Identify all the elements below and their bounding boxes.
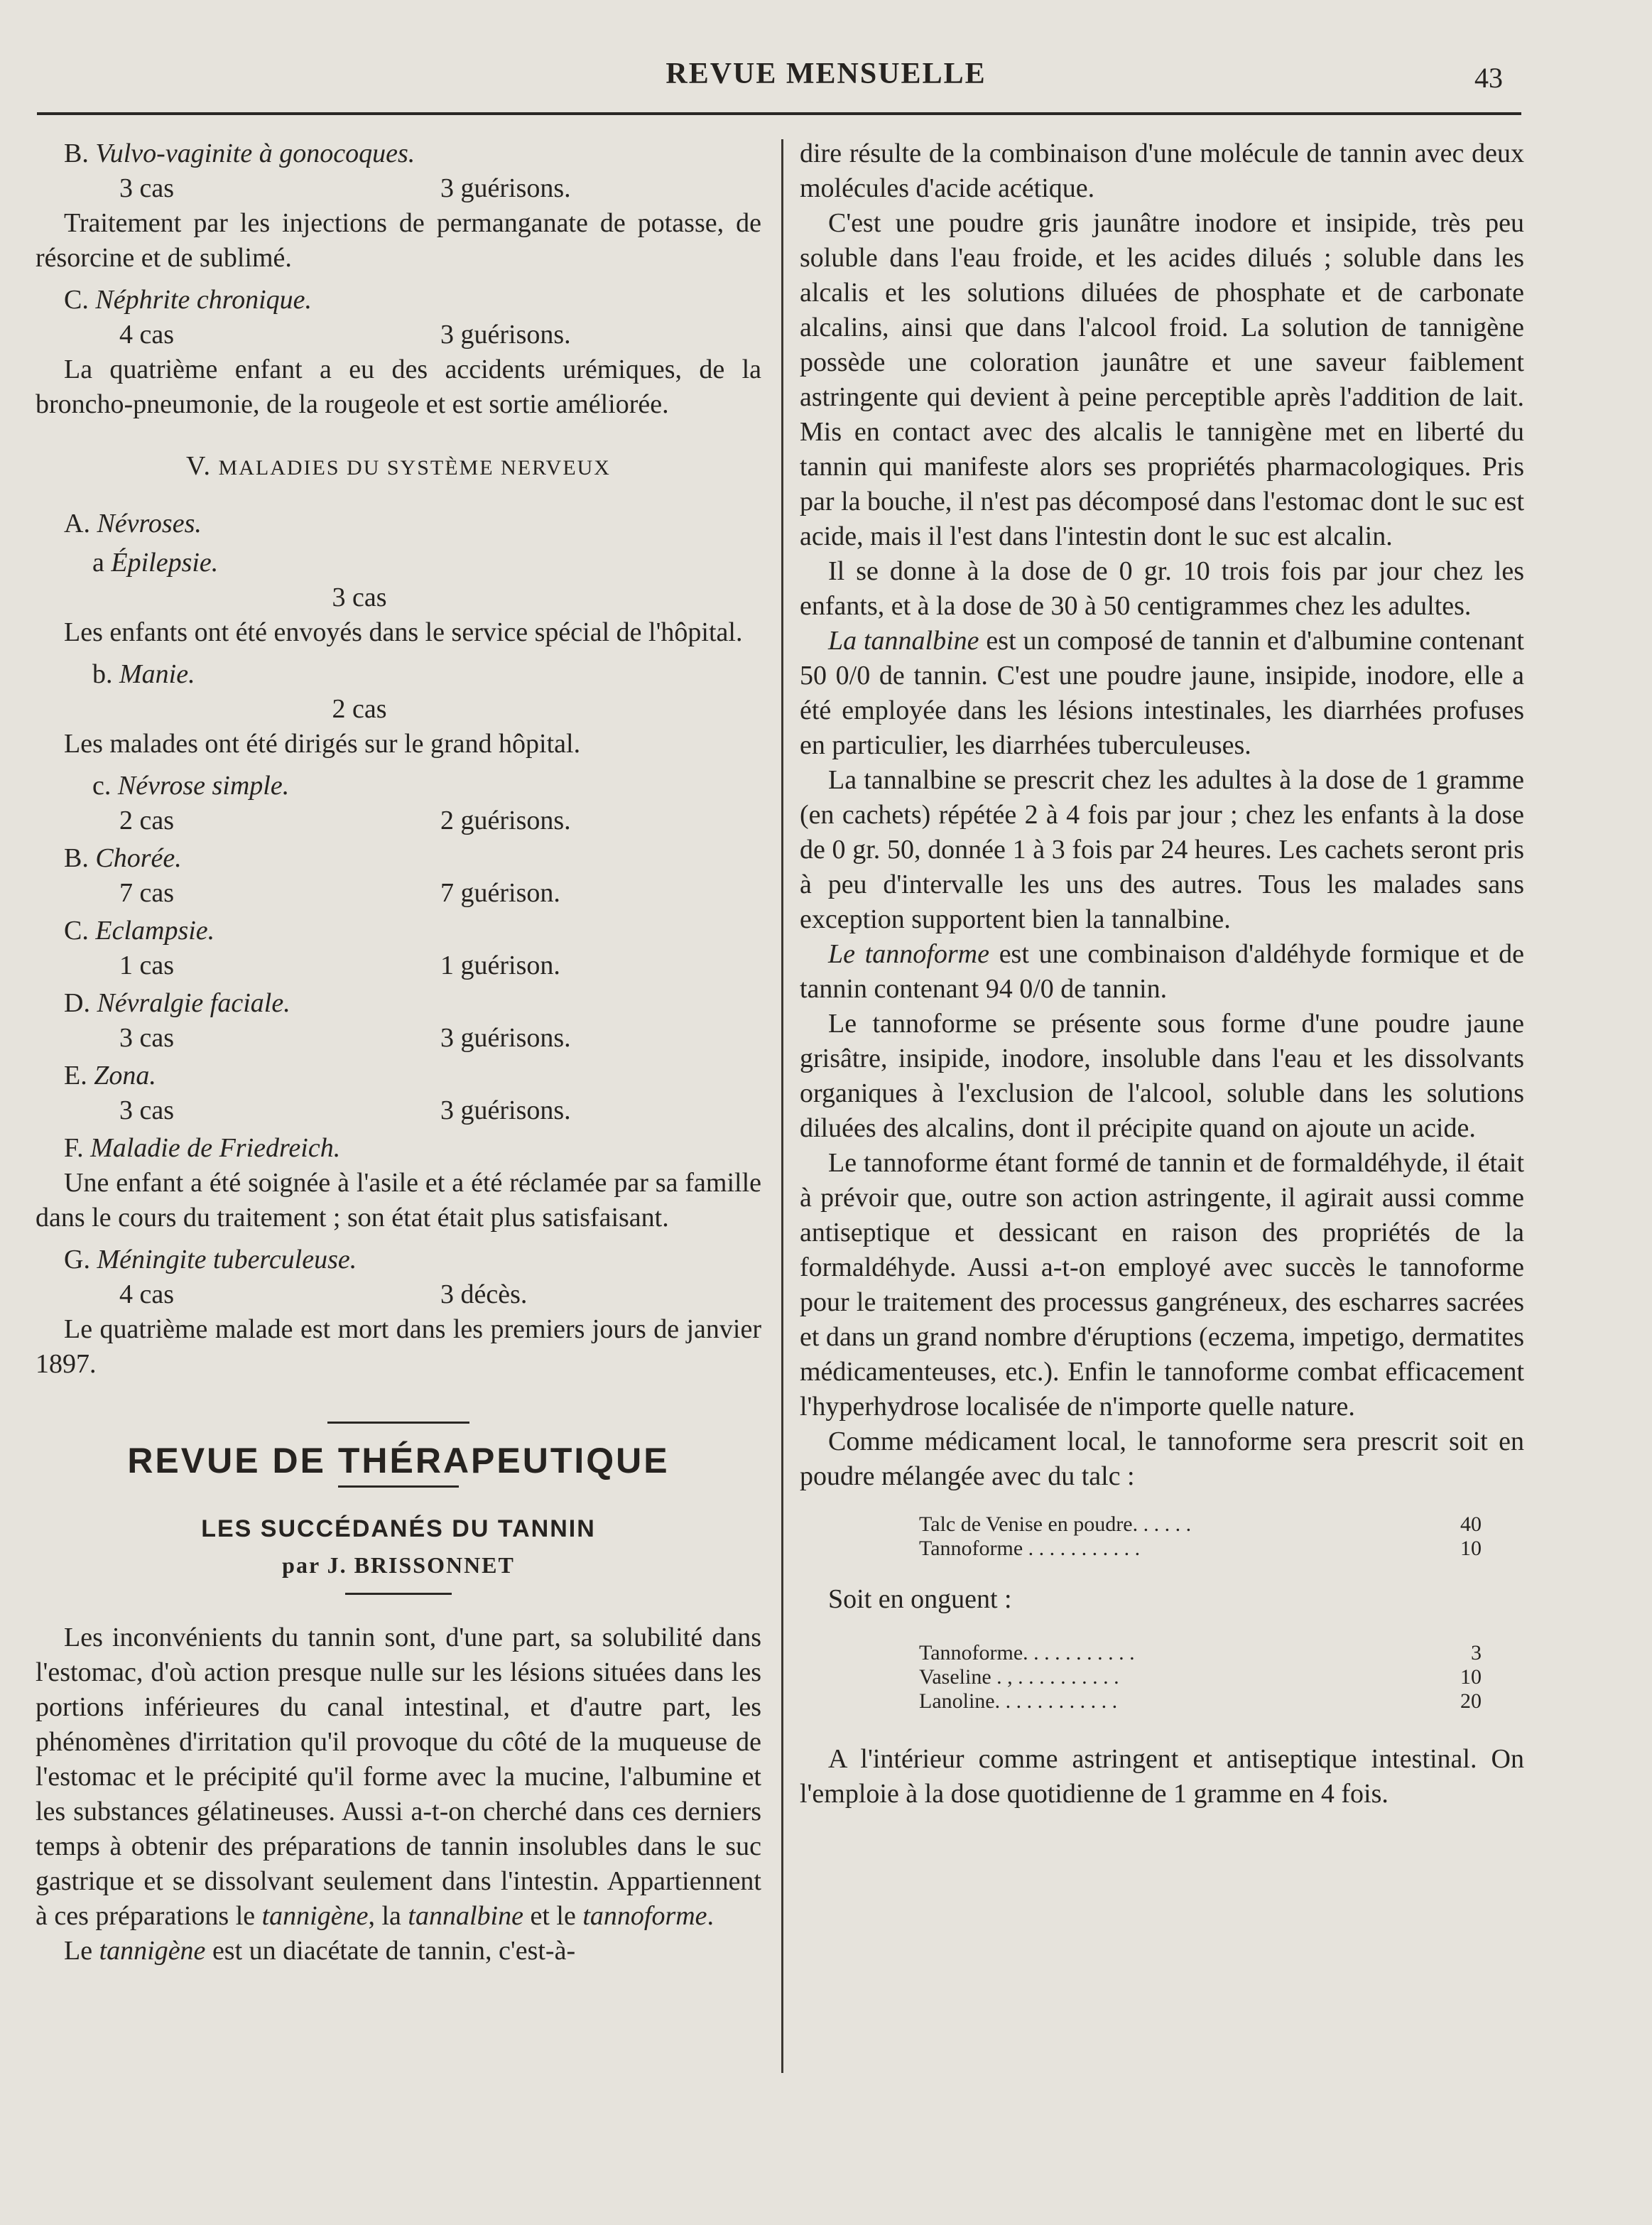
body-paragraph: dire résulte de la combinaison d'une molécule de tannin avec deux molécules d'acide acétique. — [800, 139, 1524, 203]
separator-rule — [338, 1485, 459, 1488]
prescription-row: Tannoforme . . . . . . . . . . . 10 — [919, 1537, 1482, 1560]
case-stats: 3 cas 3 guérisons. — [119, 173, 571, 203]
case-heading: B. Chorée. — [64, 843, 182, 873]
prescription-row: Tannoforme. . . . . . . . . . . 3 — [919, 1641, 1482, 1664]
body-paragraph: Les inconvénients du tannin sont, d'une part, sa solubilité dans l'estomac, d'où action presque nulle sur les lésions situées dans les portions inférieures du canal intestinal, et d'autre part, les phénomènes d'irritation qu'il provoque du côté de la muqueuse de l'estomac et le précipité qu'il forme avec la mucine, l'albumine et les substances gélatineuses. Aussi a-t-on cherché dans ces derniers temps à obtenir des préparations de tannin insolubles dans le suc gastrique et se dissolvant seulement dans l'intestin. Appartiennent à ces préparations le tannigène, la tannalbine et le tannoforme. — [36, 1623, 761, 1931]
case-heading: B. Vulvo-vaginite à gonocoques. — [64, 139, 415, 168]
case-stats: 3 cas 3 guérisons. — [119, 1023, 571, 1053]
prescription-row: Lanoline. . . . . . . . . . . . 20 — [919, 1689, 1482, 1713]
case-heading: G. Méningite tuberculeuse. — [64, 1245, 357, 1274]
body-paragraph: Le tannoforme se présente sous forme d'une poudre jaune grisâtre, insipide, inodore, insoluble dans l'eau et les dissolvants organiques à l'exclusion de l'alcool, soluble dans les solutions diluées des alcalins, dont il précipite quand on ajoute un acide. — [800, 1009, 1524, 1143]
case-heading: A. Névroses. — [64, 509, 202, 538]
subcase-heading: a Épilepsie. — [92, 548, 219, 578]
body-paragraph: La tannalbine se prescrit chez les adultes à la dose de 1 gramme (en cachets) répétée 2 à 4 fois par jour ; chez les enfants à la dose de 0 gr. 50, donnée 1 à 3 fois par 24 heures. Les cachets seront pris à peu d'intervalle les uns des autres. Tous les malades sans exception supportent bien la tannalbine. — [800, 765, 1524, 934]
body-paragraph: Le tannoforme est une combinaison d'aldéhyde formique et de tannin contenant 94 0/0 de tannin. — [800, 939, 1524, 1004]
prescription-powder — [800, 1512, 1524, 1561]
case-stats: 3 cas — [332, 583, 387, 612]
running-head: REVUE MENSUELLE — [665, 58, 987, 90]
page-number: 43 — [1474, 62, 1503, 94]
subcase-heading: c. Névrose simple. — [92, 771, 290, 801]
case-stats: 3 cas 3 guérisons. — [119, 1095, 571, 1125]
case-heading: E. Zona. — [64, 1061, 156, 1090]
case-stats: 4 cas 3 décès. — [119, 1279, 528, 1309]
separator-rule — [327, 1422, 469, 1424]
body-paragraph: A l'intérieur comme astringent et antiseptique intestinal. On l'emploie à la dose quotidienne de 1 gramme en 4 fois. — [800, 1744, 1524, 1809]
left-column — [36, 136, 761, 1969]
case-heading: C. Néphrite chronique. — [64, 285, 313, 315]
case-note: Les enfants ont été envoyés dans le service spécial de l'hôpital. — [64, 617, 743, 647]
case-note: Le quatrième malade est mort dans les premiers jours de janvier 1897. — [36, 1314, 761, 1379]
case-note: Traitement par les injections de permanganate de potasse, de résorcine et de sublimé. — [36, 208, 761, 273]
prescription-ointment — [800, 1641, 1524, 1714]
body-paragraph: La tannalbine est un composé de tannin et d'albumine contenant 50 0/0 de tannin. C'est une poudre jaune, insipide, inodore, elle a été employée dans les lésions intestinales, les diarrhées profuses en particulier, les diarrhées tuberculeuses. — [800, 626, 1524, 760]
article-title: LES SUCCÉDANÉS DU TANNIN — [201, 1515, 596, 1542]
right-column — [800, 136, 1524, 1812]
header-rule — [37, 112, 1521, 115]
section-title: REVUE DE THÉRAPEUTIQUE — [127, 1441, 670, 1480]
case-note: La quatrième enfant a eu des accidents urémiques, de la broncho-pneumonie, de la rougeole et est sortie améliorée. — [36, 354, 761, 419]
case-stats: 2 cas 2 guérisons. — [119, 806, 571, 835]
case-note: Les malades ont été dirigés sur le grand hôpital. — [64, 729, 581, 759]
body-paragraph: C'est une poudre gris jaunâtre inodore et insipide, très peu soluble dans l'eau froide, et les acides dilués ; soluble dans les alcalis et les solutions diluées de phosphate et de carbonate alcalins, ainsi que dans l'alcool froid. La solution de tannigène possède une coloration jaunâtre et une saveur faiblement astringente qui devient à peine perceptible après l'addition de lait. Mis en contact avec des alcalis le tannigène met en liberté du tannin qui manifeste alors ses propriétés pharmacologiques. Pris par la bouche, il n'est pas décomposé dans l'estomac dont le suc est acide, mais il l'est dans l'intestin dont le suc est alcalin. — [800, 208, 1524, 551]
case-heading: D. Névralgie faciale. — [64, 988, 290, 1018]
article-byline: par J. BRISSONNET — [282, 1552, 515, 1578]
body-paragraph: Le tannoforme étant formé de tannin et de formaldéhyde, il était à prévoir que, outre son action astringente, il agirait aussi comme antiseptique et dessicant en raison des propriétés de la formaldéhyde. Aussi a-t-on employé avec succès le tannoforme pour le traitement des processus gangréneux, des escharres sacrées et dans un grand nombre d'éruptions (eczema, impetigo, dermatites médicamenteuses, etc.). Enfin le tannoforme combat efficacement l'hyperhydrose localisée de n'importe quelle nature. — [800, 1148, 1524, 1422]
case-heading: F. Maladie de Friedreich. — [64, 1133, 341, 1163]
case-stats: 4 cas 3 guérisons. — [119, 320, 571, 350]
subcase-heading: b. Manie. — [92, 659, 195, 689]
body-paragraph: Soit en onguent : — [828, 1584, 1012, 1614]
prescription-row: Vaseline . , . . . . . . . . . . 10 — [919, 1665, 1482, 1689]
body-paragraph: Il se donne à la dose de 0 gr. 10 trois fois par jour chez les enfants, et à la dose de 30 à 50 centigrammes chez les adultes. — [800, 556, 1524, 621]
column-divider — [781, 139, 783, 2073]
separator-rule — [345, 1593, 452, 1595]
case-stats: 7 cas 7 guérison. — [119, 878, 560, 908]
section-heading: V. MALADIES DU SYSTÈME NERVEUX — [186, 451, 611, 481]
body-paragraph: Comme médicament local, le tannoforme sera prescrit soit en poudre mélangée avec du talc : — [800, 1427, 1524, 1491]
case-stats: 2 cas — [332, 694, 387, 724]
body-paragraph: Le tannigène est un diacétate de tannin, c'est-à- — [64, 1936, 576, 1966]
prescription-row: Talc de Venise en poudre. . . . . . 40 — [919, 1512, 1482, 1536]
case-note: Une enfant a été soignée à l'asile et a été réclamée par sa famille dans le cours du traitement ; son état était plus satisfaisant. — [36, 1168, 761, 1233]
case-stats: 1 cas 1 guérison. — [119, 951, 560, 980]
case-heading: C. Eclampsie. — [64, 916, 215, 946]
